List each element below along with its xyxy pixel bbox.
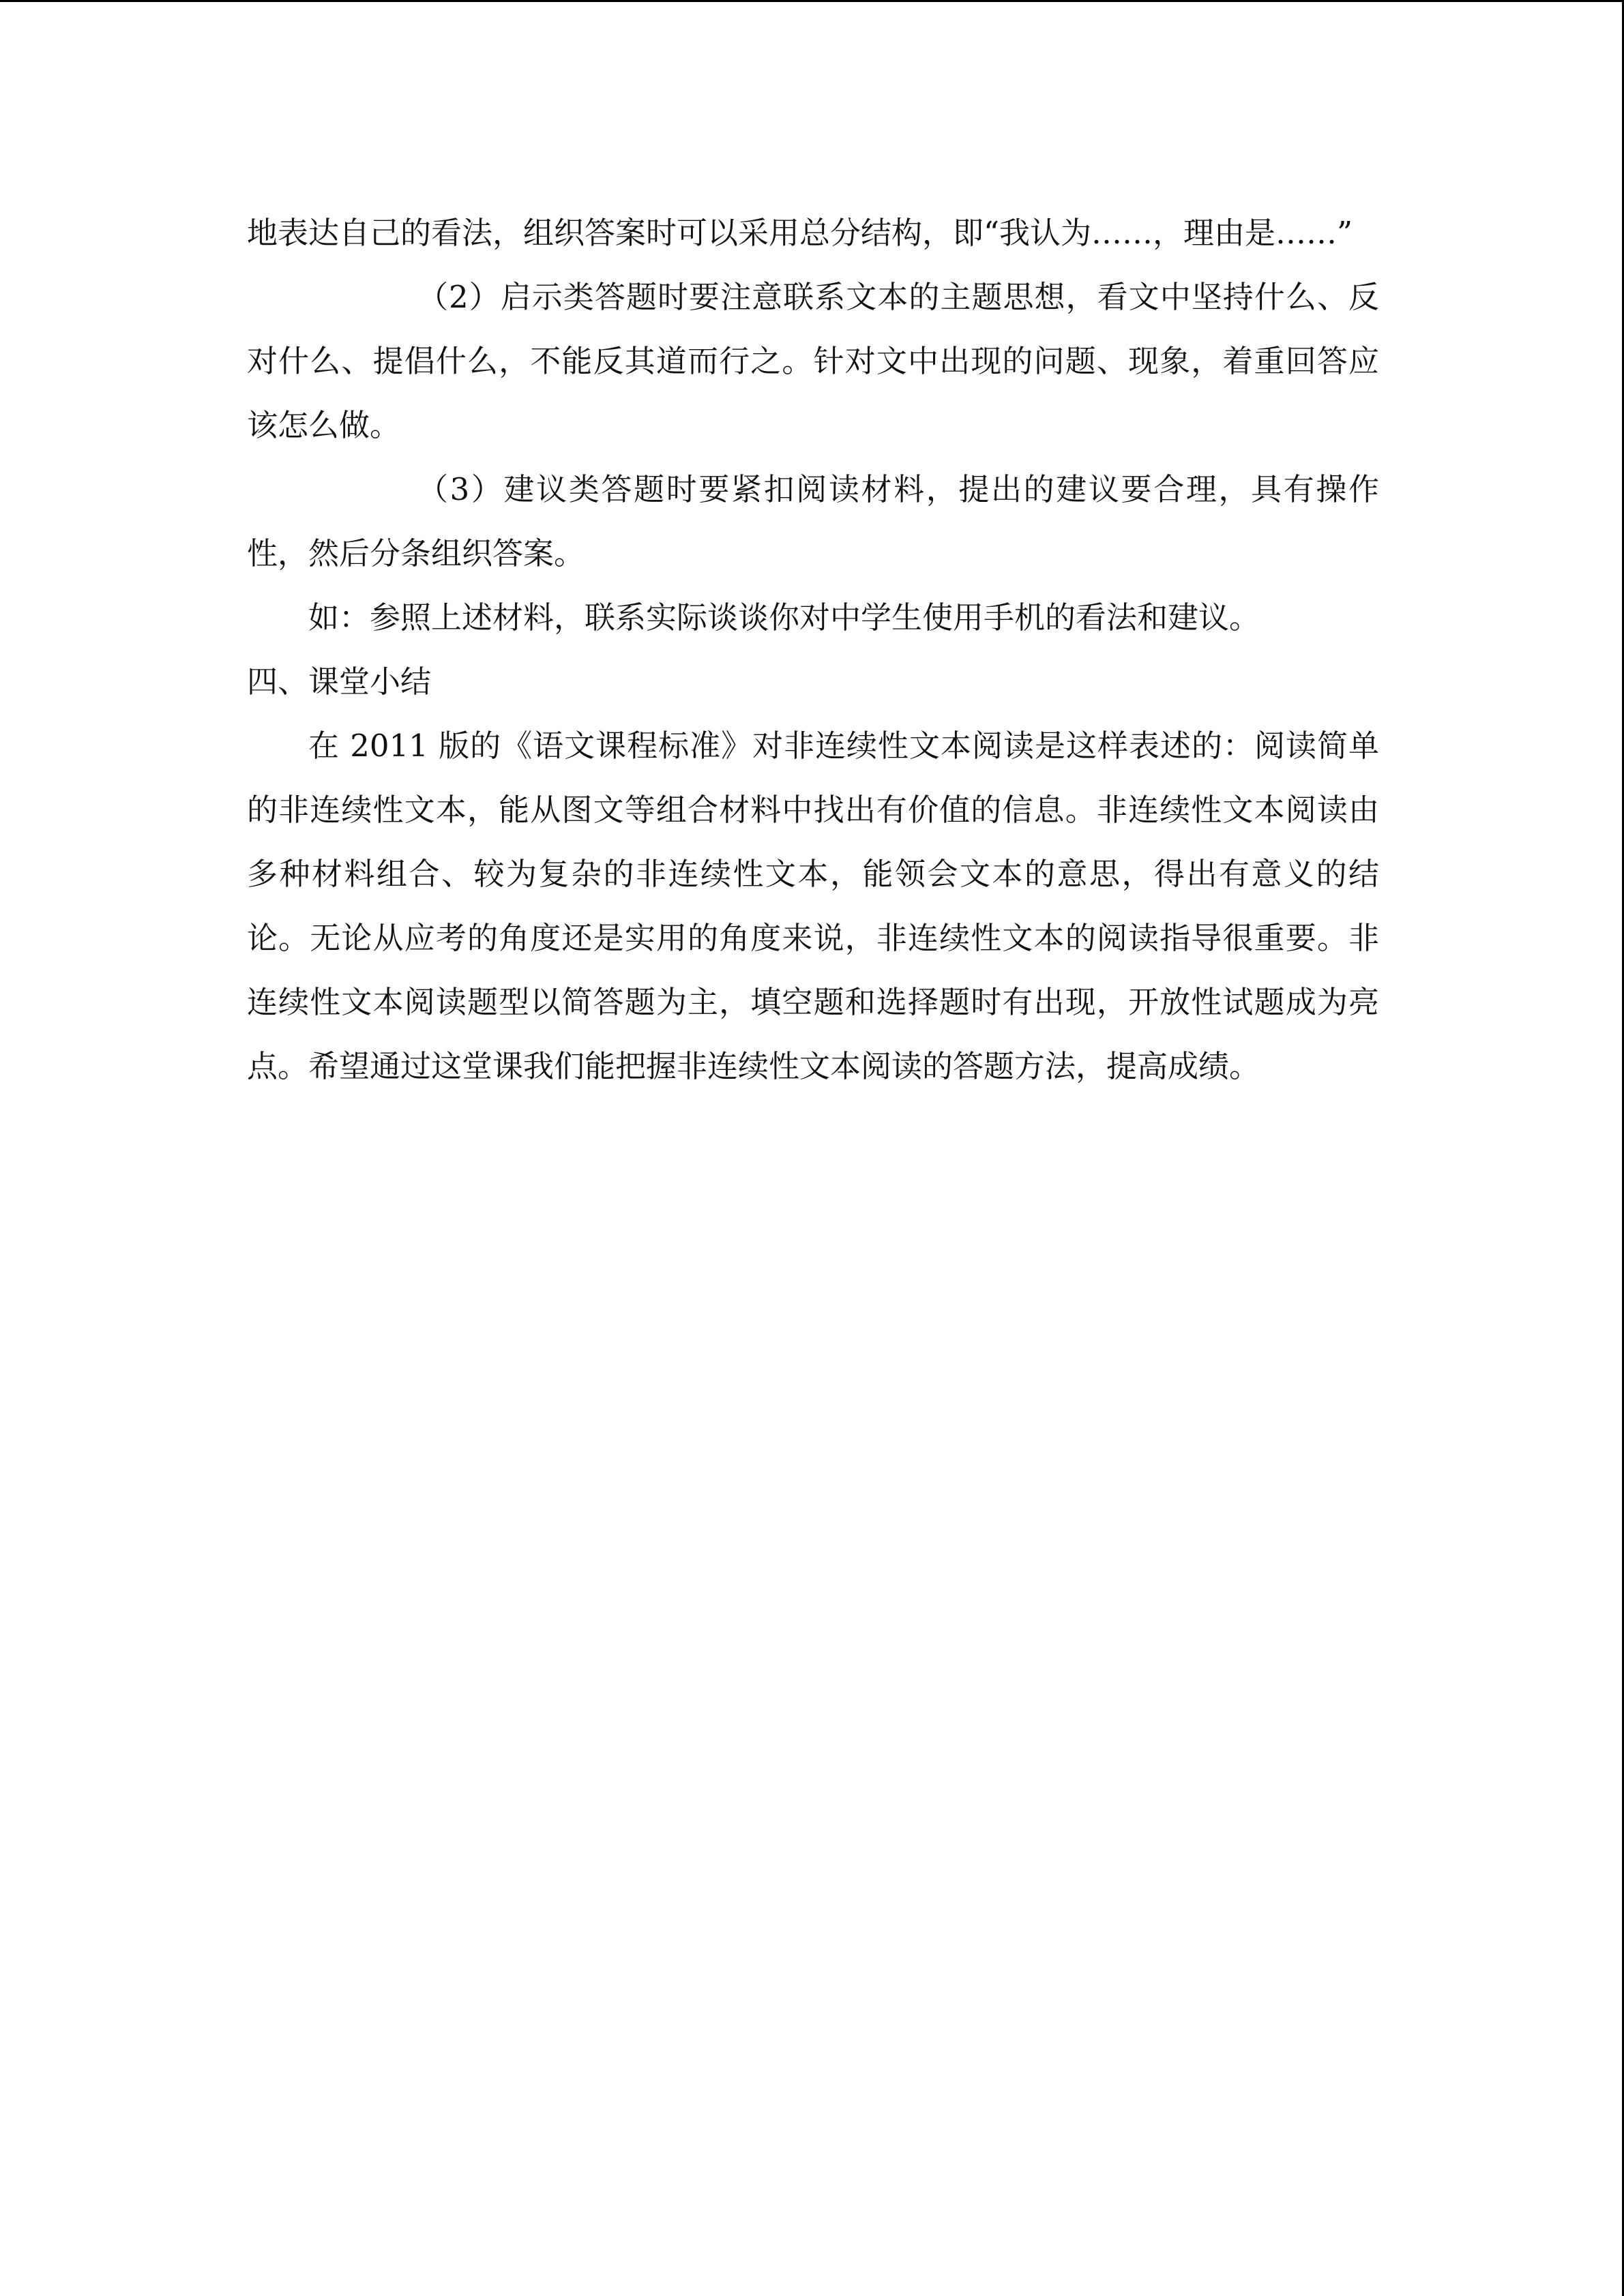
paragraph-summary: 在 2011 版的《语文课程标准》对非连续性文本阅读是这样表述的：阅读简单的非连续性文本，能从图文等组合材料中找出有价值的信息。非连续性文本阅读由多种材料组合、较为复杂的非连续性文本，能领会文本的意思，得出有意义的结论。无论从应考的角度还是实用的角度来说，非连续性文本的阅读指导很重要。非连续性文本阅读题型以简答题为主，填空题和选择题时有出现，开放性试题成为亮点。希望通过这堂课我们能把握非连续性文本阅读的答题方法，提高成绩。 [247, 728, 1379, 1084]
paragraph-inspiration-questions: （2）启示类答题时要注意联系文本的主题思想，看文中坚持什么、反对什么、提倡什么，不能反其道而行之。针对文中出现的问题、现象，着重回答应该怎么做。 [247, 279, 1379, 443]
paragraph-example: 如：参照上述材料，联系实际谈谈你对中学生使用手机的看法和建议。 [308, 599, 1260, 636]
paragraph-answer-structure: 地表达自己的看法，组织答案时可以采用总分结构，即“我认为……，理由是……” [247, 215, 1353, 251]
document-body [247, 201, 1379, 1099]
paragraph-suggestion-questions: （3）建议类答题时要紧扣阅读材料，提出的建议要合理，具有操作性，然后分条组织答案。 [247, 471, 1379, 571]
section-heading-summary: 四、课堂小结 [247, 664, 432, 700]
